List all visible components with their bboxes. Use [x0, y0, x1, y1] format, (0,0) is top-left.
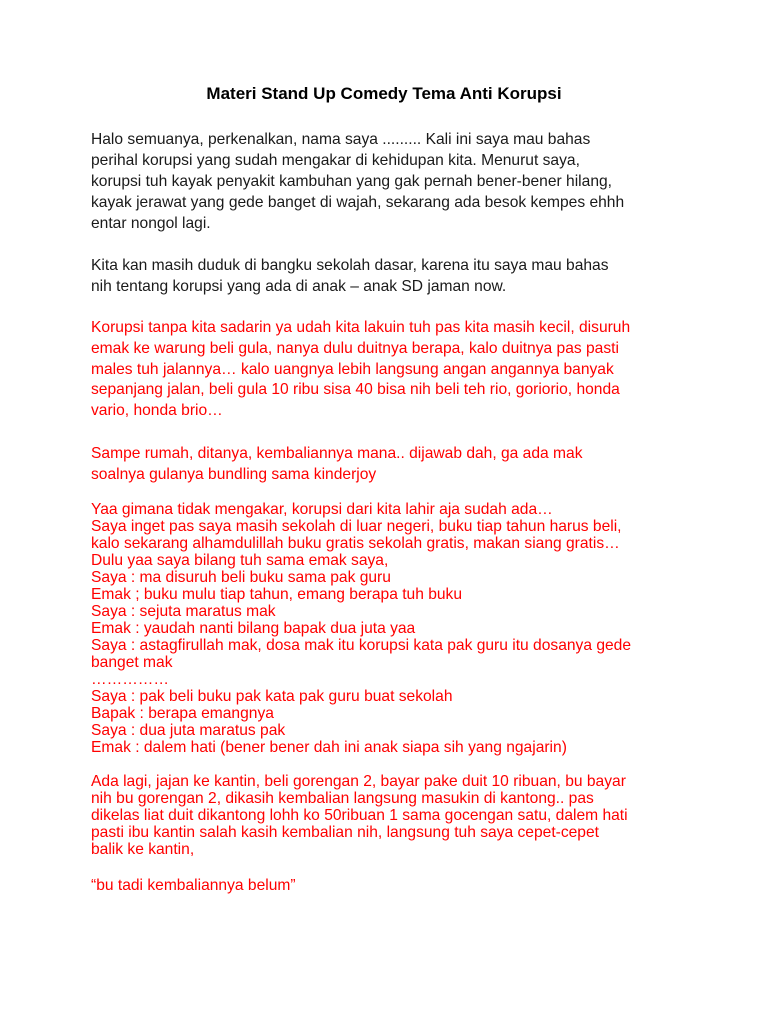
dialogue-line: Saya : sejuta maratus mak	[91, 602, 276, 620]
dialogue-line: Saya : dua juta maratus pak	[91, 721, 286, 739]
dialogue-line: Saya : pak beli buku pak kata pak guru buat sekolah	[91, 687, 453, 705]
dialogue-line: banget mak	[91, 653, 173, 671]
paragraph-school: Kita kan masih duduk di bangku sekolah dasar, karena itu saya mau bahas nih tentang korupsi yang ada di anak – anak SD jaman now.	[91, 257, 609, 295]
document-title: Materi Stand Up Comedy Tema Anti Korupsi	[206, 84, 562, 103]
dialogue-line: Saya : ma disuruh beli buku sama pak guru	[91, 568, 391, 586]
dialogue-line: Emak : dalem hati (bener bener dah ini anak siapa sih yang ngajarin)	[91, 738, 567, 756]
dialogue-line: Yaa gimana tidak mengakar, korupsi dari kita lahir aja sudah ada…	[91, 500, 553, 518]
kantin-line: balik ke kantin,	[91, 840, 195, 858]
dialogue-line: Emak ; buku mulu tiap tahun, emang berapa tuh buku	[91, 585, 463, 603]
dialogue-line: kalo sekarang alhamdulillah buku gratis sekolah gratis, makan siang gratis…	[91, 534, 620, 552]
dialogue-block	[91, 501, 691, 756]
dialogue-line: Saya : astagfirullah mak, dosa mak itu korupsi kata pak guru itu dosanya gede	[91, 636, 632, 654]
paragraph-kantin	[91, 773, 691, 858]
dialogue-line: ……………	[91, 670, 169, 688]
quote-kembalian: “bu tadi kembaliannya belum”	[91, 876, 296, 894]
dialogue-line: Emak : yaudah nanti bilang bapak dua juta yaa	[91, 619, 416, 637]
paragraph-intro: Halo semuanya, perkenalkan, nama saya ......... Kali ini saya mau bahas perihal korupsi yang sudah mengakar di kehidupan kita. Menurut saya, korupsi tuh kayak penyakit kambuhan yang gak pernah bener-bener hilang, kayak jerawat yang gede banget di wajah, sekarang ada besok kempes ehhh entar nongol lagi.	[91, 131, 625, 232]
paragraph-korupsi-kecil: Korupsi tanpa kita sadarin ya udah kita lakuin tuh pas kita masih kecil, disuruh emak ke warung beli gula, nanya dulu duitnya berapa, kalo duitnya pas pasti males tuh jalannya… kalo uangnya lebih langsung angan angannya banyak sepanjang jalan, beli gula 10 ribu sisa 40 bisa nih beli teh rio, goriorio, honda vario, honda brio…	[91, 319, 631, 420]
dialogue-line: Saya inget pas saya masih sekolah di luar negeri, buku tiap tahun harus beli,	[91, 517, 622, 535]
document-body	[91, 129, 691, 896]
dialogue-line: Dulu yaa saya bilang tuh sama emak saya,	[91, 551, 389, 569]
paragraph-sampe-rumah: Sampe rumah, ditanya, kembaliannya mana.. dijawab dah, ga ada mak soalnya gulanya bundling sama kinderjoy	[91, 444, 583, 483]
kantin-line: nih bu gorengan 2, dikasih kembalian langsung masukin di kantong.. pas	[91, 789, 594, 807]
kantin-line: pasti ibu kantin salah kasih kembalian nih, langsung tuh saya cepet-cepet	[91, 823, 599, 841]
kantin-line: Ada lagi, jajan ke kantin, beli gorengan 2, bayar pake duit 10 ribuan, bu bayar	[91, 772, 626, 790]
kantin-line: dikelas liat duit dikantong lohh ko 50ribuan 1 sama gocengan satu, dalem hati	[91, 806, 628, 824]
dialogue-line: Bapak : berapa emangnya	[91, 704, 274, 722]
